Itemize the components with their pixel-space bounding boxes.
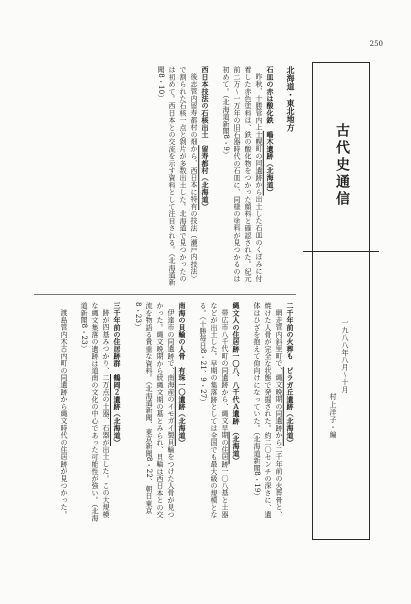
date-range: 一九八八年八月〜十月 (341, 319, 349, 393)
title-divider (303, 251, 379, 252)
entry-heading: 南海の貝輪の人骨 有珠一〇遺跡（北海道） (178, 302, 187, 447)
bottom-columns (34, 302, 296, 524)
entry-heading: 西日本技法の石核出土 留寿都村（北海道） (201, 66, 210, 211)
section-heading: 北海道・東北地方 (286, 66, 296, 132)
top-columns (34, 66, 296, 288)
entry-body: 昨秋、十勝管内上士幌町の同遺跡から出土した石皿のくぼみに付着した赤色塗料は、鉄の酸化物をつかった顔料と確認された。紀元前二万〜一万年の旧石器時代の石皿に、同様の塗料が見つかるのは初めて。（北海道新聞8・9） (222, 66, 263, 282)
entry-heading: 石皿の赤は酸化鉄 嶋木遺跡（北海道） (266, 66, 275, 196)
entry-heading: 縄文人の住居跡一〇八、八千代Ａ遺跡 （北海道） (232, 302, 241, 465)
entry-body: 後志管内留寿都村の畑から、西日本に特有の技法（瀬戸内技法）で割られた石核一点と剝片が多数出土した。北海道で見つかったのは初めて。西日本との交流を示す資料として注目される。（北海道新聞8・10） (157, 66, 198, 286)
entry-body: 跡が四基みつかり、二万点の土器、石器が出土した。この大規模な縄文集落の遺跡は道南の文化の中心であった可能性が強い。（北海道新聞8・23） (80, 302, 110, 522)
entry-body: 伊達市の同遺跡で、南海産のイモガイ製貝輪をつけた人骨が見つかった。縄文晩期から続縄文期の墓とみられ、貝輪は西日本との交流を物語る貴重な資料。（北海道新聞、東京新聞8・22、朝日東京8・23） (134, 302, 175, 518)
title-panel (312, 62, 370, 540)
entry-body: 網走管内斜里町で、縄文晩期の同遺跡から二千年前の火葬骨と、焼けた人骨が完全な状態で発掘された。約二〇センチの深さに、遺体はひざを抱えて仰向けになっていた。（北海道新聞8・19） (253, 302, 283, 518)
author-credit: 村上洋子・編 (329, 393, 337, 439)
page-title: 古代史通信 (334, 123, 350, 208)
entry-heading: 三千年前の住居跡群 鶴岡２遺跡（北海道） (113, 302, 122, 447)
page-number: 250 (369, 40, 383, 48)
entry-body: 渡島管内木古内町の同遺跡から縄文時代の住居跡が見つかった。 (60, 309, 68, 518)
section-divider (34, 294, 296, 295)
entry-heading: 二千年前の火葬も ピラガ丘遺跡（北海道） (286, 302, 295, 447)
entry-body: 帯広市八千代町の同遺跡から、縄文早期の住居跡一〇八基と土器などが出土した。早期の集落跡としては全国でも最大級の規模となる。（十勝毎日8・21、9・27） (199, 302, 229, 518)
